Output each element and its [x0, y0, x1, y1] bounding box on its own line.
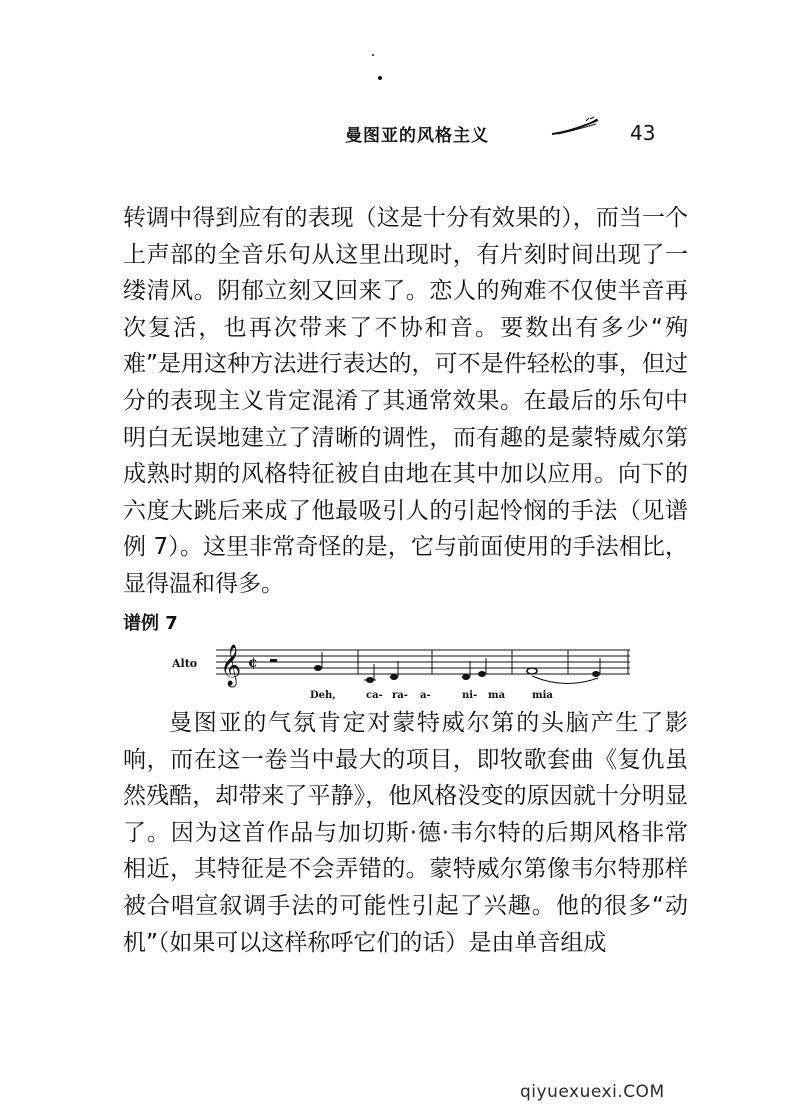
site-watermark: qiyuexuexi.COM — [520, 1082, 665, 1102]
body-paragraph-2: 曼图亚的气氛肯定对蒙特威尔第的头脑产生了影响，而在这一卷当中最大的项目，即牧歌套曲《复仇虽然残酷，却带来了平静》，他风格没变的原因就十分明显了。因为这首作品与加切斯·德·韦尔特的后期风格非常相近，其特征是不会弄错的。蒙特威尔第像韦尔特那样被合唱宣叙调手法的可能性引起了兴趣。他的很多“动机”（如果可以这样称呼它们的话）是由单音组成 — [123, 710, 688, 956]
lyric-syllable: a- — [420, 690, 431, 701]
page-number: 43 — [630, 121, 656, 145]
treble-clef-icon: 𝄞 — [220, 645, 242, 686]
lyric-syllable: Deh, — [310, 690, 336, 701]
decorative-flourish-icon — [550, 116, 600, 138]
rest — [270, 659, 277, 662]
music-score — [170, 640, 650, 702]
note — [592, 671, 600, 677]
speck-mark — [372, 54, 374, 56]
lyric-syllable: ni- — [462, 690, 478, 701]
note — [390, 674, 398, 680]
note — [314, 665, 322, 671]
note — [478, 671, 486, 677]
common-time-icon: ¢ — [248, 655, 258, 671]
lyric-syllable: ra- — [392, 690, 408, 701]
note — [527, 668, 537, 674]
speck-dot — [378, 76, 382, 80]
lyric-syllable: mia — [532, 690, 553, 701]
music-example-label: 谱例 7 — [123, 613, 178, 634]
note — [462, 674, 470, 680]
running-head-title: 曼图亚的风格主义 — [345, 126, 489, 146]
voice-label: Alto — [172, 657, 198, 670]
body-paragraph-1: 转调中得到应有的表现（这是十分有效果的），而当一个上声部的全音乐句从这里出现时，有片刻时间出现了一缕清风。阴郁立刻又回来了。恋人的殉难不仅使半音再次复活，也再次带来了不协和音。要数出有多少“殉难”是用这种方法进行表达的，可不是件轻松的事，但过分的表现主义肯定混淆了其通常效果。在最后的乐句中明白无误地建立了清晰的调性，而有趣的是蒙特威尔第成熟时期的风格特征被自由地在其中加以应用。向下的六度大跳后来成了他最吸引人的引起怜悯的手法（见谱例 7）。这里非常奇怪的是，它与前面使用的手法相比，显得温和得多。 — [123, 205, 688, 597]
lyric-syllable: ca- — [366, 690, 383, 701]
lyric-syllable: ma — [488, 690, 506, 701]
